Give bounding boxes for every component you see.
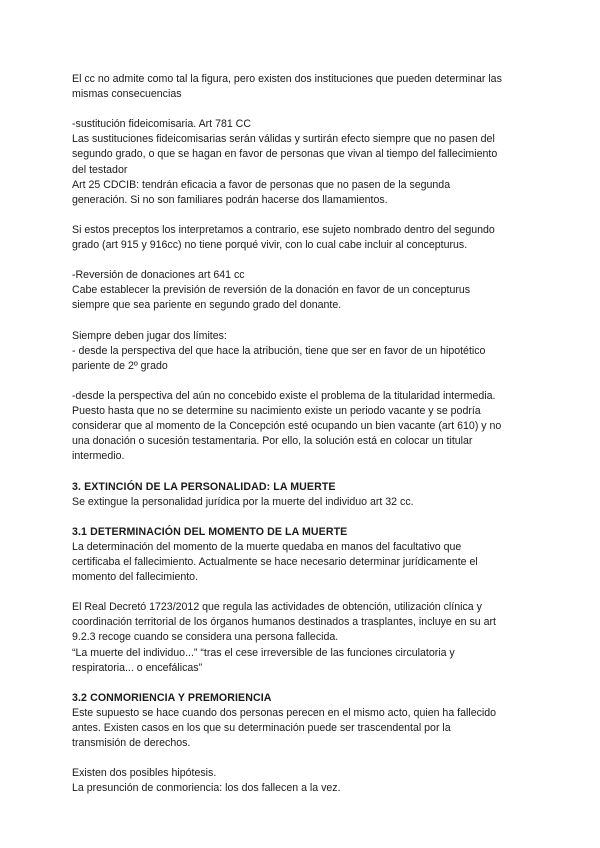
paragraph-determinacion: [72, 540, 542, 585]
text-line: “La muerte del individuo...” “tras el cese irreversible de las funciones circulatoria y: [72, 646, 455, 659]
text-line: una donación o sucesión testamentaria. Por ello, la solución está en colocar un titular: [72, 435, 473, 448]
text-line: generación. Si no son familiares podrán hacerse dos llamamientos.: [72, 193, 388, 206]
text-line: Se extingue la personalidad jurídica por la muerte del individuo art 32 cc.: [72, 495, 414, 508]
paragraph-conmoriencia: [72, 706, 542, 751]
section-heading-determinacion: 3.1 DETERMINACIÓN DEL MOMENTO DE LA MUERTE: [72, 525, 348, 538]
text-line: El cc no admite como tal la figura, pero existen dos instituciones que pueden determinar las: [72, 73, 502, 85]
text-line: Siempre deben jugar dos límites:: [72, 329, 227, 342]
text-line: Puesto hasta que no se determine su nacimiento existe un periodo vacante y se podría: [72, 405, 481, 418]
text-line: La determinación del momento de la muerte quedaba en manos del facultativo que: [72, 540, 462, 553]
paragraph-intro: [72, 72, 542, 102]
paragraph-titularidad-intermedia: [72, 389, 542, 464]
paragraph-real-decreto: [72, 600, 542, 675]
text-line: 9.2.3 recoge cuando se considera una persona fallecida.: [72, 631, 339, 644]
text-line: transmisión de derechos.: [72, 737, 191, 750]
text-line: Las sustituciones fideicomisarias serán válidas y surtirán efecto siempre que no pasen del: [72, 133, 495, 146]
text-line: intermedio.: [72, 450, 125, 463]
text-line: considerar que al momento de la Concepción esté ocupando un bien vacante (art 610) y no: [72, 420, 502, 433]
text-line: pariente de 2º grado: [72, 359, 168, 372]
text-line: La presunción de conmoriencia: los dos fallecen a la vez.: [72, 782, 341, 795]
text-line: Art 25 CDCIB: tendrán eficacia a favor de personas que no pasen de la segunda: [72, 178, 451, 191]
text-line: del testador: [72, 163, 128, 176]
text-line: certificaba el fallecimiento. Actualmente se hace necesario determinar jurídicamente el: [72, 556, 478, 568]
text-line: -Reversión de donaciones art 641 cc: [72, 269, 245, 282]
paragraph-hipotesis: [72, 766, 542, 796]
paragraph-interpretacion-contrario: [72, 223, 542, 253]
text-line: El Real Decretó 1723/2012 que regula las actividades de obtención, utilización clínica y: [72, 601, 482, 614]
text-line: coordinación territorial de los órganos humanos destinados a trasplantes, incluye en su art: [72, 616, 496, 629]
paragraph-extincion: [72, 495, 542, 510]
text-line: respiratoria... o encefálicas”: [72, 661, 203, 674]
section-heading-conmoriencia: 3.2 CONMORIENCIA Y PREMORIENCIA: [72, 691, 272, 704]
text-line: Este supuesto se hace cuando dos personas perecen en el mismo acto, quien ha fallecido: [72, 706, 497, 719]
text-line: - desde la perspectiva del que hace la atribución, tiene que ser en favor de un hipotético: [72, 344, 486, 357]
text-line: -desde la perspectiva del aún no concebido existe el problema de la titularidad intermedia.: [72, 389, 496, 402]
text-line: mismas consecuencias: [72, 88, 182, 101]
section-heading-extincion: 3. EXTINCIÓN DE LA PERSONALIDAD: LA MUERTE: [72, 480, 336, 493]
paragraph-limites: [72, 329, 542, 374]
text-line: antes. Existen casos en los que su determinación puede ser trascendental por la: [72, 722, 451, 735]
text-line: momento del fallecimiento.: [72, 571, 199, 584]
paragraph-reversion-donaciones: [72, 268, 542, 313]
document-page: [72, 72, 542, 797]
text-line: Si estos preceptos los interpretamos a contrario, ese sujeto nombrado dentro del segundo: [72, 223, 495, 236]
text-line: Existen dos posibles hipótesis.: [72, 767, 217, 780]
text-line: segundo grado, o que se hagan en favor de personas que vivan al tiempo del fallecimiento: [72, 148, 498, 161]
text-line: Cabe establecer la previsión de reversión de la donación en favor de un concepturus: [72, 284, 471, 297]
text-line: grado (art 915 y 916cc) no tiene porqué vivir, con lo cual cabe incluir al concepturus.: [72, 239, 468, 252]
text-line: -sustitución fideicomisaria. Art 781 CC: [72, 118, 251, 131]
text-line: siempre que sea pariente en segundo grado del donante.: [72, 299, 342, 312]
paragraph-sustitucion-fideicomisaria: [72, 117, 542, 208]
